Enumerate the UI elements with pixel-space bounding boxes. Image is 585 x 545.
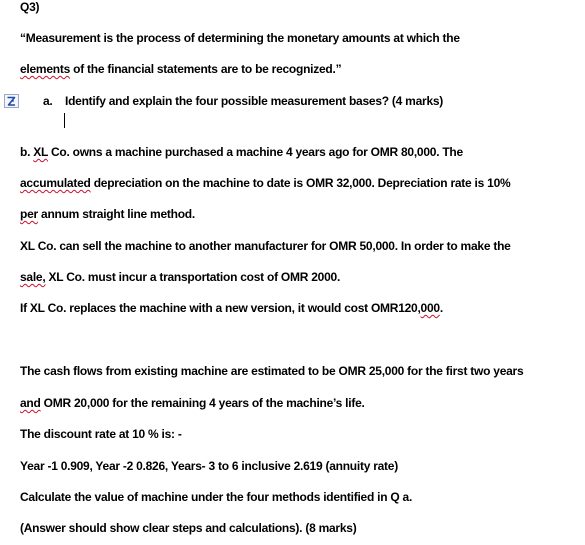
part-b-line-2: accumulated depreciation on the machine to date is OMR 32,000. Depreciation rate is 10%: [20, 176, 511, 190]
spell-flag-000[interactable]: 000: [420, 301, 440, 315]
marks-line: (Answer should show clear steps and calculations). (8 marks): [20, 521, 357, 535]
spell-flag-and[interactable]: and: [20, 396, 41, 410]
question-number: Q3): [20, 0, 40, 14]
part-b-line-5: sale, XL Co. must incur a transportation cost of OMR 2000.: [20, 270, 341, 284]
part-a-marker: a.: [43, 94, 53, 108]
cash-flow-line-2: and OMR 20,000 for the remaining 4 years of the machine’s life.: [20, 396, 365, 410]
cash-flow-line-1: The cash flows from existing machine are estimated to be OMR 25,000 for the first two years: [20, 364, 524, 378]
instruction-line: Calculate the value of machine under the four methods identified in Q a.: [20, 490, 413, 504]
comment-glyph-icon: [5, 95, 18, 107]
discount-factors-line: Year -1 0.909, Year -2 0.826, Years- 3 to 6 inclusive 2.619 (annuity rate): [20, 459, 398, 473]
discount-rate-line: The discount rate at 10 % is: -: [20, 427, 182, 441]
comment-marker-icon[interactable]: [4, 94, 19, 108]
spell-flag-per[interactable]: per: [20, 207, 38, 221]
part-b-line-6: If XL Co. replaces the machine with a new version, it would cost OMR120,000.: [20, 301, 443, 315]
text-cursor: [64, 113, 65, 128]
quote-line-1: “Measurement is the process of determining the monetary amounts at which the: [20, 31, 460, 45]
spell-flag-sale[interactable]: sale,: [20, 270, 46, 284]
spell-flag-elements[interactable]: elements: [20, 62, 71, 76]
spell-flag-accumulated[interactable]: accumulated: [20, 176, 91, 190]
part-b-line-1: b. XL Co. owns a machine purchased a machine 4 years ago for OMR 80,000. The: [20, 145, 463, 159]
quote-line-2: elements of the financial statements are to be recognized.”: [20, 62, 342, 76]
part-a-text: Identify and explain the four possible measurement bases? (4 marks): [65, 94, 444, 108]
part-b-line-3: per annum straight line method.: [20, 207, 195, 221]
part-b-line-4: XL Co. can sell the machine to another manufacturer for OMR 50,000. In order to make the: [20, 239, 511, 253]
spell-flag-xl[interactable]: XL: [33, 145, 48, 159]
